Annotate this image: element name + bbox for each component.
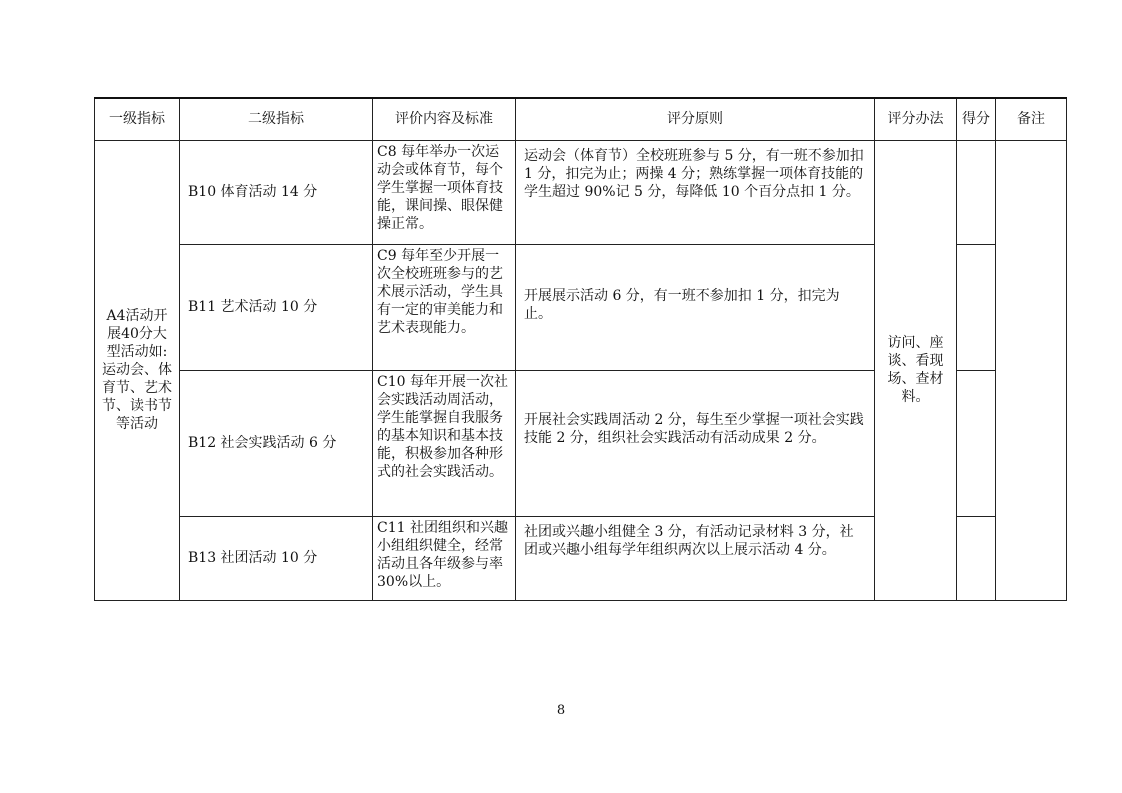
scoring-rule: 开展社会实践周活动 2 分，每生至少掌握一项社会实践技能 2 分，组织社会实践活动有活动成果 2 分。 <box>516 370 875 516</box>
header-score: 得分 <box>957 98 996 140</box>
header-level1: 一级指标 <box>95 98 180 140</box>
header-level2: 二级指标 <box>180 98 373 140</box>
level1-indicator: A4活动开展40分大型活动如:运动会、体育节、艺术节、读书节等活动 <box>95 140 180 600</box>
score-cell <box>957 516 996 600</box>
header-note: 备注 <box>996 98 1067 140</box>
header-content: 评价内容及标准 <box>373 98 516 140</box>
table-row <box>95 140 1067 244</box>
note-cell <box>996 140 1067 600</box>
level2-indicator: B11 艺术活动 10 分 <box>180 244 373 370</box>
content-standard: C9 每年至少开展一次全校班班参与的艺术展示活动，学生具有一定的审美能力和艺术表现能力。 <box>373 244 516 370</box>
score-cell <box>957 370 996 516</box>
page-number: 8 <box>556 703 566 718</box>
content-standard: C10 每年开展一次社会实践活动周活动，学生能掌握自我服务的基本知识和基本技能，积极参加各种形式的社会实践活动。 <box>373 370 516 516</box>
scoring-rule: 开展展示活动 6 分，有一班不参加扣 1 分，扣完为止。 <box>516 244 875 370</box>
score-cell <box>957 140 996 244</box>
scoring-rule: 运动会（体育节）全校班班参与 5 分，有一班不参加扣 1 分，扣完为止；两操 4 分；熟练掌握一项体育技能的学生超过 90%记 5 分，每降低 10 个百分点扣 1 分。 <box>516 140 875 244</box>
level2-indicator: B13 社团活动 10 分 <box>180 516 373 600</box>
level2-indicator: B12 社会实践活动 6 分 <box>180 370 373 516</box>
header-method: 评分办法 <box>875 98 957 140</box>
level2-indicator: B10 体育活动 14 分 <box>180 140 373 244</box>
content-standard: C8 每年举办一次运动会或体育节，每个学生掌握一项体育技能，课间操、眼保健操正常。 <box>373 140 516 244</box>
table-header-row <box>95 98 1067 140</box>
scoring-method: 访问、座谈、看现场、查材料。 <box>875 140 957 600</box>
scoring-rule: 社团或兴趣小组健全 3 分，有活动记录材料 3 分，社团或兴趣小组每学年组织两次以上展示活动 4 分。 <box>516 516 875 600</box>
content-standard: C11 社团组织和兴趣小组组织健全，经常活动且各年级参与率 30%以上。 <box>373 516 516 600</box>
header-rule: 评分原则 <box>516 98 875 140</box>
evaluation-table <box>94 97 1067 601</box>
score-cell <box>957 244 996 370</box>
